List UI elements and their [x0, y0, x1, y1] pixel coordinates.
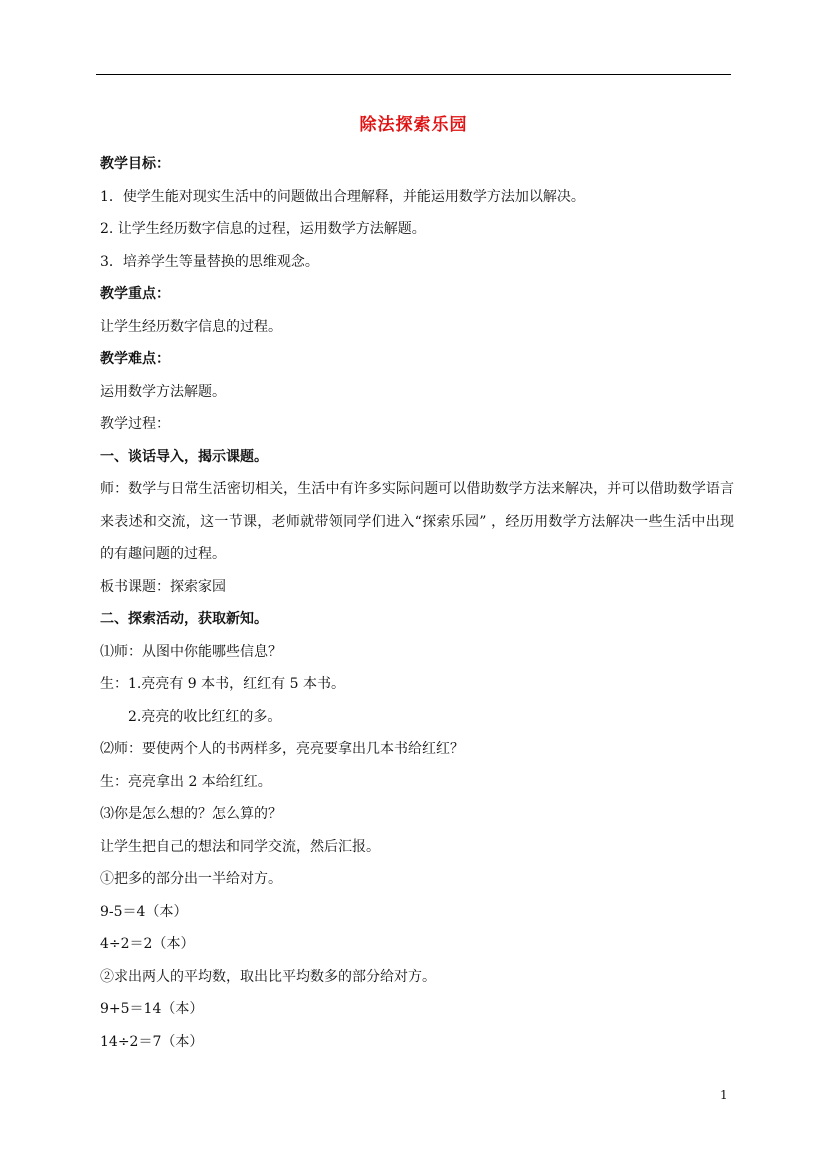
paragraph-line: 生：亮亮拿出 2 本给红红。: [100, 773, 272, 790]
header-rule: [96, 74, 731, 75]
paragraph-line: 板书课题：探索家园: [100, 578, 226, 595]
paragraph-line: 3．培养学生等量替换的思维观念。: [100, 253, 319, 270]
paragraph-line: 2. 让学生经历数字信息的过程，运用数学方法解题。: [100, 221, 426, 237]
section-heading: 教学目标：: [100, 156, 170, 172]
paragraph-line: 教学过程：: [100, 416, 170, 432]
document-body: [100, 148, 734, 1058]
paragraph-line: 14÷2＝7（本）: [100, 1033, 204, 1050]
paragraph-line: 2.亮亮的收比红红的多。: [128, 708, 282, 725]
paragraph-line: 让学生经历数字信息的过程。: [100, 318, 282, 335]
paragraph-line: ⑶你是怎么想的？怎么算的？: [100, 806, 282, 822]
paragraph-line: 师：数学与日常生活密切相关，生活中有许多实际问题可以借助数学方法来解决，并可以借助数学语言来表述和交流，这一节课，老师就带领同学们进入“探索乐园” ，经历用数学方法解决一些生活中出现的有趣问题的过程。: [100, 481, 734, 562]
paragraph-line: 生：1.亮亮有 9 本书，红红有 5 本书。: [100, 676, 345, 692]
paragraph-line: ⑴师：从图中你能哪些信息？: [100, 643, 282, 660]
paragraph-line: 1．使学生能对现实生活中的问题做出合理解释，并能运用数学方法加以解决。: [100, 188, 585, 205]
document-title: 除法探索乐园: [359, 115, 468, 135]
section-heading: 教学重点：: [100, 286, 170, 302]
paragraph-line: 运用数学方法解题。: [100, 383, 226, 400]
paragraph-line: 让学生把自己的想法和同学交流，然后汇报。: [100, 838, 380, 855]
paragraph-line: 9+5＝14（本）: [100, 1001, 204, 1017]
paragraph-line: ①把多的部分出一半给对方。: [100, 871, 282, 887]
section-heading: 一、谈话导入，揭示课题。: [100, 448, 268, 465]
paragraph-line: 9-5＝4（本）: [100, 903, 188, 920]
section-heading: 二、探索活动，获取新知。: [100, 611, 268, 627]
page-number: 1: [720, 1088, 728, 1102]
paragraph-line: 4÷2＝2（本）: [100, 936, 195, 952]
section-heading: 教学难点：: [100, 351, 170, 367]
paragraph-line: ⑵师：要使两个人的书两样多，亮亮要拿出几本书给红红？: [100, 741, 464, 757]
paragraph-line: ②求出两人的平均数，取出比平均数多的部分给对方。: [100, 968, 436, 985]
